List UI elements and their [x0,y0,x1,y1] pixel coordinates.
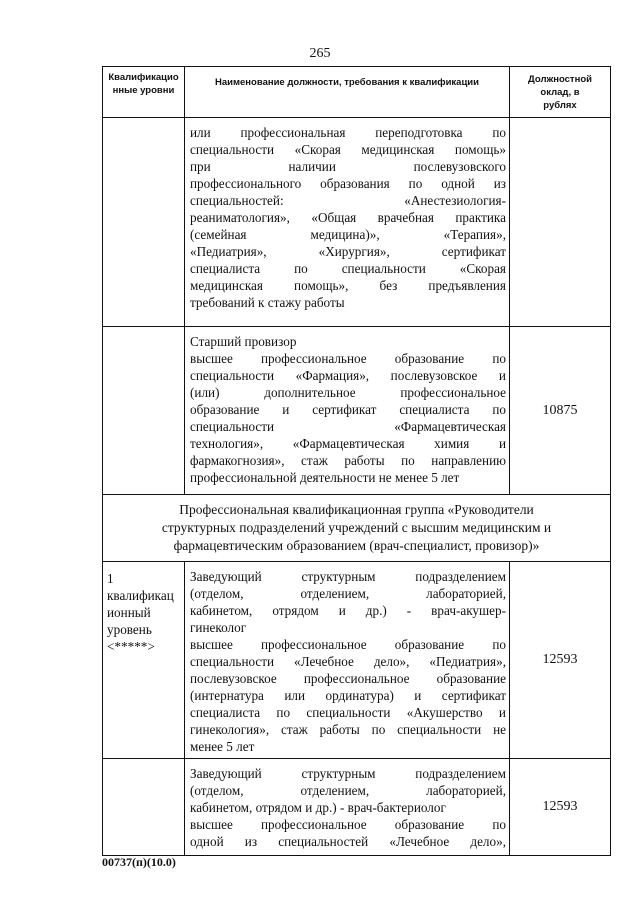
text-line: специалиста по специальности «Скорая [190,261,506,276]
text-line: «Педиатрия», «Хирургия», сертификат [190,244,506,259]
table-row [103,562,611,759]
text-line: высшее профессиональное образование по [190,351,506,366]
text-line: требований к стажу работы [190,295,345,310]
page-number: 265 [309,46,331,61]
qualification-table [102,66,611,856]
header-col1-line: нные уровни [112,85,175,96]
header-col1-line: Квалификацио [108,72,179,83]
document-code: 00737(п)(10.0) [102,855,176,869]
text-line: реаниматология», «Общая врачебная практика [190,210,506,225]
qualification-level-text [103,562,184,657]
text-line: уровень [107,622,152,637]
text-line: ионный [107,605,151,620]
text-line: 1 [107,571,114,586]
requirements-cell [185,759,510,856]
table-row [103,759,611,856]
text-line: кабинетом, отрядом и др.) - врач-акушер- [190,603,506,618]
salary-cell [510,118,611,327]
text-line: специальности «Фармация», послевузовское и [190,368,506,383]
requirements-text [185,118,509,314]
text-line: одной из специальностей «Лечебное дело», [190,834,506,849]
group-title-cell [103,495,611,562]
text-line: высшее профессиональное образование по [190,637,506,652]
requirements-text [185,759,509,853]
header-salary [510,67,611,118]
requirements-cell [185,118,510,327]
level-cell [103,759,185,856]
text-line: специальности «Скорая медицинская помощь» [190,142,506,157]
requirements-cell [185,327,510,495]
text-line: (интернатура или ординатура) и сертификат [190,688,506,703]
header-col3-line: рублях [543,100,577,111]
header-col2-text: Наименование должности, требования к квалификации [215,77,479,88]
text-line: технология», «Фармацевтическая химия и [190,436,506,451]
text-line: фармакогнозия», стаж работы по направлению [190,453,506,468]
text-line: послевузовское профессиональное образование [190,671,506,686]
text-line: гинекология», стаж работы по специальности не [190,722,506,737]
text-line: медицинская помощь», без предъявления [190,278,506,293]
text-line: или профессиональная переподготовка по [190,125,506,140]
text-line: Старший провизор [190,334,297,349]
salary-cell: 12593 [510,759,611,856]
text-line: при наличии послевузовского [190,159,506,174]
salary-cell: 10875 [510,327,611,495]
requirements-text [185,562,509,758]
text-line: Заведующий структурным подразделением [190,766,506,781]
text-line: высшее профессиональное образование по [190,817,506,832]
text-line: <*****> [107,639,155,654]
text-line: (отделом, отделением, лабораторией, [190,783,506,798]
text-line: образование и сертификат специалиста по [190,402,506,417]
level-cell [103,327,185,495]
header-position-requirements [185,67,510,118]
group-title-line: Профессиональная квалификационная группа «Руководители [179,502,534,517]
text-line: специальностей: «Анестезиология- [190,193,506,208]
text-line: кабинетом, отрядом и др.) - врач-бактериолог [190,800,446,815]
table-header-row [103,67,611,118]
header-qualification-levels [103,67,185,118]
text-line: менее 5 лет [190,739,255,754]
table-row [103,327,611,495]
requirements-cell [185,562,510,759]
group-title [103,495,610,561]
group-title-line: фармацевтическим образованием (врач-специалист, провизор)» [173,538,540,553]
text-line: специалиста по специальности «Акушерство и [190,705,506,720]
text-line: профессиональной деятельности не менее 5 лет [190,470,460,485]
header-col3-line: оклад, в [540,87,580,98]
text-line: специальности «Фармацевтическая [190,419,506,434]
group-title-row [103,495,611,562]
text-line: специальности «Лечебное дело», «Педиатрия», [190,654,506,669]
header-col3-line: Должностной [528,74,592,85]
text-line: гинеколог [190,620,247,635]
text-line: квалификац [107,588,174,603]
text-line: (отделом, отделением, лабораторией, [190,586,506,601]
level-cell [103,562,185,759]
level-cell [103,118,185,327]
text-line: Заведующий структурным подразделением [190,569,506,584]
text-line: (семейная медицина)», «Терапия», [190,227,506,242]
text-line: профессионального образования по одной из [190,176,506,191]
table-row [103,118,611,327]
text-line: (или) дополнительное профессиональное [190,385,506,400]
requirements-text [185,327,509,489]
group-title-line: структурных подразделений учреждений с высшим медицинским и [161,520,552,535]
salary-cell: 12593 [510,562,611,759]
